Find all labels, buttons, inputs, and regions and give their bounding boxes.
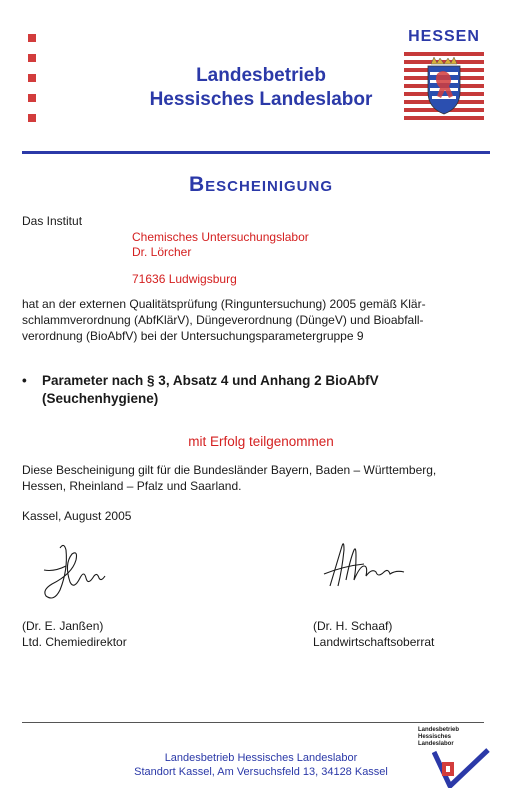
parameter-subtext: (Seuchenhygiene) <box>42 391 159 406</box>
parameter-text: Parameter nach § 3, Absatz 4 und Anhang 2 BioAbfV <box>42 373 379 388</box>
signatory-right-name: (Dr. H. Schaaf) <box>313 619 393 633</box>
footer-line1: Landesbetrieb Hessisches Landeslabor <box>164 752 358 764</box>
coat-of-arms-icon <box>404 50 484 126</box>
square-icon <box>28 34 36 42</box>
document-title: Bescheinigung <box>188 173 333 196</box>
accreditation-logo-icon <box>432 748 490 788</box>
signature-right-icon <box>316 534 426 604</box>
body-line: hat an der externen Qualitätsprüfung (Ringuntersuchung) 2005 gemäß Klär- <box>22 297 426 311</box>
signatory-right-role: Landwirtschaftsoberrat <box>313 635 435 649</box>
signature-left-icon <box>30 540 120 610</box>
institute-city: 71636 Ludwigsburg <box>132 272 237 286</box>
square-icon <box>28 114 36 122</box>
footer-line2: Standort Kassel, Am Versuchsfeld 13, 34128 Kassel <box>134 766 388 778</box>
footer-logo-label: Landesbetrieb Hessisches Landeslabor <box>418 727 460 747</box>
signatory-left-role: Ltd. Chemiedirektor <box>22 635 127 649</box>
signatory-left-name: (Dr. E. Janßen) <box>22 619 104 633</box>
place-date: Kassel, August 2005 <box>22 509 132 523</box>
header-divider <box>22 151 490 154</box>
org-name-line2: Hessisches Landeslabor <box>149 89 373 110</box>
org-name-line1: Landesbetrieb <box>196 65 326 86</box>
body-line: verordnung (BioAbfV) bei der Untersuchungsparametergruppe 9 <box>22 329 364 343</box>
institute-name: Chemisches Untersuchungslabor <box>132 230 309 244</box>
result-text: mit Erfolg teilgenommen <box>188 434 334 449</box>
intro-text: Das Institut <box>22 214 83 228</box>
square-icon <box>28 54 36 62</box>
state-wordmark: HESSEN <box>408 28 480 45</box>
footer-divider <box>22 722 484 723</box>
validity-line: Diese Bescheinigung gilt für die Bundesländer Bayern, Baden – Württemberg, <box>22 463 437 477</box>
validity-line: Hessen, Rheinland – Pfalz und Saarland. <box>22 479 242 493</box>
body-line: schlammverordnung (AbfKlärV), Düngeverordnung (DüngeV) und Bioabfall- <box>22 313 424 327</box>
institute-person: Dr. Lörcher <box>132 245 192 259</box>
bullet-icon: • <box>22 373 27 388</box>
